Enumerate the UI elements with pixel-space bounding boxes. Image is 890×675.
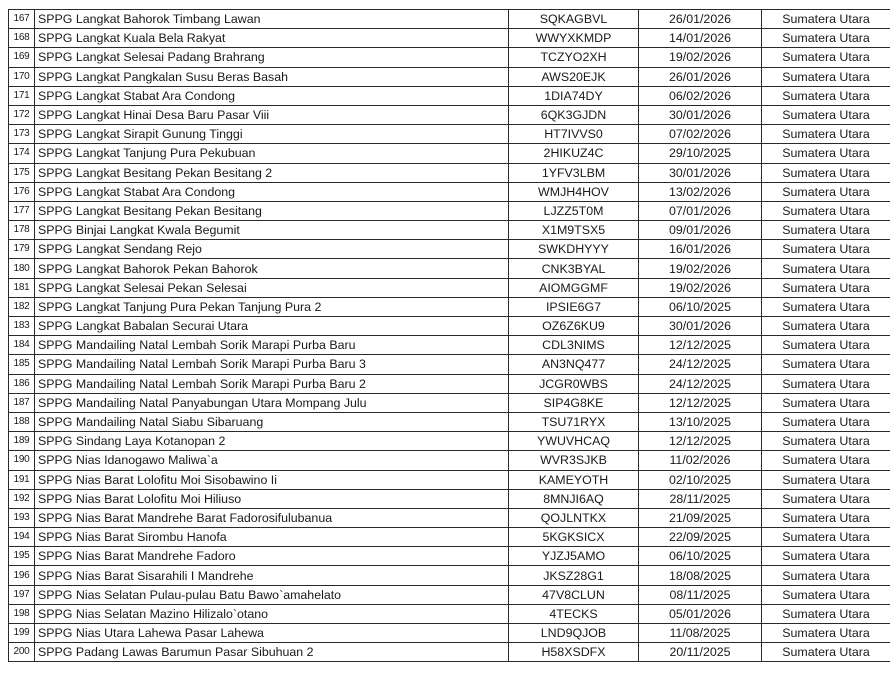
- province-cell: Sumatera Utara: [762, 393, 890, 412]
- sppg-name-cell: SPPG Langkat Tanjung Pura Pekan Tanjung Pura 2: [35, 297, 509, 316]
- row-number-cell: 195: [9, 547, 35, 566]
- province-cell: Sumatera Utara: [762, 29, 890, 48]
- sppg-date-cell: 26/01/2026: [639, 67, 762, 86]
- sppg-name-cell: SPPG Nias Barat Lolofitu Moi Sisobawino Ii: [35, 470, 509, 489]
- table-row: [9, 470, 890, 489]
- sppg-name-cell: SPPG Langkat Bahorok Timbang Lawan: [35, 10, 509, 29]
- row-number-cell: 180: [9, 259, 35, 278]
- row-number-cell: 177: [9, 201, 35, 220]
- sppg-code-cell: LJZZ5T0M: [509, 201, 639, 220]
- sppg-code-cell: 1DIA74DY: [509, 86, 639, 105]
- row-number-cell: 173: [9, 125, 35, 144]
- sppg-date-cell: 09/01/2026: [639, 221, 762, 240]
- table-row: [9, 144, 890, 163]
- sppg-name-cell: SPPG Nias Selatan Pulau-pulau Batu Bawo`amahelato: [35, 585, 509, 604]
- province-cell: Sumatera Utara: [762, 125, 890, 144]
- sppg-code-cell: HT7IVVS0: [509, 125, 639, 144]
- table-row: [9, 317, 890, 336]
- sppg-code-cell: AIOMGGMF: [509, 278, 639, 297]
- table-row: [9, 374, 890, 393]
- sppg-date-cell: 30/01/2026: [639, 163, 762, 182]
- row-number-cell: 199: [9, 624, 35, 643]
- sppg-name-cell: SPPG Mandailing Natal Lembah Sorik Marapi Purba Baru 3: [35, 355, 509, 374]
- table-row: [9, 240, 890, 259]
- province-cell: Sumatera Utara: [762, 508, 890, 527]
- sppg-date-cell: 13/02/2026: [639, 182, 762, 201]
- sppg-name-cell: SPPG Langkat Stabat Ara Condong: [35, 182, 509, 201]
- sppg-date-cell: 30/01/2026: [639, 317, 762, 336]
- sppg-date-cell: 14/01/2026: [639, 29, 762, 48]
- sppg-name-cell: SPPG Nias Barat Lolofitu Moi Hiliuso: [35, 489, 509, 508]
- sppg-code-cell: TSU71RYX: [509, 412, 639, 431]
- row-number-cell: 174: [9, 144, 35, 163]
- sppg-code-cell: WMJH4HOV: [509, 182, 639, 201]
- sppg-date-cell: 20/11/2025: [639, 643, 762, 662]
- table-row: [9, 163, 890, 182]
- table-row: [9, 624, 890, 643]
- province-cell: Sumatera Utara: [762, 240, 890, 259]
- sppg-code-cell: 47V8CLUN: [509, 585, 639, 604]
- row-number-cell: 187: [9, 393, 35, 412]
- sppg-name-cell: SPPG Langkat Selesai Pekan Selesai: [35, 278, 509, 297]
- sppg-table: [8, 9, 890, 662]
- sppg-name-cell: SPPG Nias Barat Sisarahili I Mandrehe: [35, 566, 509, 585]
- province-cell: Sumatera Utara: [762, 67, 890, 86]
- sppg-code-cell: SIP4G8KE: [509, 393, 639, 412]
- table-row: [9, 585, 890, 604]
- table-row: [9, 201, 890, 220]
- table-row: [9, 432, 890, 451]
- table-row: [9, 547, 890, 566]
- table-row: [9, 221, 890, 240]
- document-sheet: [8, 9, 884, 662]
- province-cell: Sumatera Utara: [762, 163, 890, 182]
- sppg-name-cell: SPPG Nias Selatan Mazino Hilizalo`otano: [35, 604, 509, 623]
- row-number-cell: 194: [9, 528, 35, 547]
- sppg-name-cell: SPPG Langkat Pangkalan Susu Beras Basah: [35, 67, 509, 86]
- province-cell: Sumatera Utara: [762, 259, 890, 278]
- province-cell: Sumatera Utara: [762, 336, 890, 355]
- sppg-code-cell: JKSZ28G1: [509, 566, 639, 585]
- row-number-cell: 198: [9, 604, 35, 623]
- sppg-name-cell: SPPG Langkat Sendang Rejo: [35, 240, 509, 259]
- sppg-date-cell: 19/02/2026: [639, 48, 762, 67]
- row-number-cell: 171: [9, 86, 35, 105]
- sppg-name-cell: SPPG Langkat Besitang Pekan Besitang 2: [35, 163, 509, 182]
- sppg-code-cell: LND9QJOB: [509, 624, 639, 643]
- row-number-cell: 175: [9, 163, 35, 182]
- row-number-cell: 182: [9, 297, 35, 316]
- sppg-date-cell: 06/02/2026: [639, 86, 762, 105]
- sppg-date-cell: 05/01/2026: [639, 604, 762, 623]
- sppg-date-cell: 12/12/2025: [639, 393, 762, 412]
- sppg-date-cell: 07/02/2026: [639, 125, 762, 144]
- province-cell: Sumatera Utara: [762, 317, 890, 336]
- sppg-date-cell: 06/10/2025: [639, 297, 762, 316]
- province-cell: Sumatera Utara: [762, 48, 890, 67]
- sppg-name-cell: SPPG Nias Idanogawo Maliwa`a: [35, 451, 509, 470]
- row-number-cell: 178: [9, 221, 35, 240]
- table-row: [9, 182, 890, 201]
- sppg-date-cell: 30/01/2026: [639, 105, 762, 124]
- sppg-date-cell: 13/10/2025: [639, 412, 762, 431]
- province-cell: Sumatera Utara: [762, 451, 890, 470]
- table-row: [9, 86, 890, 105]
- sppg-name-cell: SPPG Nias Barat Mandrehe Fadoro: [35, 547, 509, 566]
- table-body: [9, 10, 890, 662]
- sppg-date-cell: 07/01/2026: [639, 201, 762, 220]
- province-cell: Sumatera Utara: [762, 489, 890, 508]
- sppg-name-cell: SPPG Langkat Tanjung Pura Pekubuan: [35, 144, 509, 163]
- table-row: [9, 10, 890, 29]
- sppg-date-cell: 06/10/2025: [639, 547, 762, 566]
- sppg-name-cell: SPPG Langkat Stabat Ara Condong: [35, 86, 509, 105]
- row-number-cell: 191: [9, 470, 35, 489]
- sppg-name-cell: SPPG Nias Barat Sirombu Hanofa: [35, 528, 509, 547]
- sppg-code-cell: 5KGKSICX: [509, 528, 639, 547]
- province-cell: Sumatera Utara: [762, 566, 890, 585]
- sppg-code-cell: YWUVHCAQ: [509, 432, 639, 451]
- province-cell: Sumatera Utara: [762, 355, 890, 374]
- province-cell: Sumatera Utara: [762, 547, 890, 566]
- province-cell: Sumatera Utara: [762, 86, 890, 105]
- row-number-cell: 185: [9, 355, 35, 374]
- row-number-cell: 188: [9, 412, 35, 431]
- sppg-name-cell: SPPG Mandailing Natal Lembah Sorik Marapi Purba Baru: [35, 336, 509, 355]
- sppg-code-cell: AN3NQ477: [509, 355, 639, 374]
- sppg-name-cell: SPPG Langkat Sirapit Gunung Tinggi: [35, 125, 509, 144]
- sppg-code-cell: 6QK3GJDN: [509, 105, 639, 124]
- sppg-name-cell: SPPG Langkat Kuala Bela Rakyat: [35, 29, 509, 48]
- sppg-code-cell: 1YFV3LBM: [509, 163, 639, 182]
- sppg-date-cell: 12/12/2025: [639, 432, 762, 451]
- sppg-date-cell: 19/02/2026: [639, 278, 762, 297]
- province-cell: Sumatera Utara: [762, 528, 890, 547]
- table-row: [9, 604, 890, 623]
- sppg-name-cell: SPPG Langkat Selesai Padang Brahrang: [35, 48, 509, 67]
- row-number-cell: 184: [9, 336, 35, 355]
- sppg-name-cell: SPPG Sindang Laya Kotanopan 2: [35, 432, 509, 451]
- row-number-cell: 179: [9, 240, 35, 259]
- sppg-date-cell: 11/08/2025: [639, 624, 762, 643]
- sppg-name-cell: SPPG Mandailing Natal Lembah Sorik Marapi Purba Baru 2: [35, 374, 509, 393]
- sppg-code-cell: OZ6Z6KU9: [509, 317, 639, 336]
- sppg-name-cell: SPPG Langkat Hinai Desa Baru Pasar Viii: [35, 105, 509, 124]
- sppg-name-cell: SPPG Mandailing Natal Panyabungan Utara Mompang Julu: [35, 393, 509, 412]
- table-row: [9, 528, 890, 547]
- province-cell: Sumatera Utara: [762, 432, 890, 451]
- sppg-name-cell: SPPG Binjai Langkat Kwala Begumit: [35, 221, 509, 240]
- province-cell: Sumatera Utara: [762, 10, 890, 29]
- sppg-code-cell: WWYXKMDP: [509, 29, 639, 48]
- table-row: [9, 412, 890, 431]
- sppg-code-cell: JCGR0WBS: [509, 374, 639, 393]
- sppg-code-cell: QOJLNTKX: [509, 508, 639, 527]
- row-number-cell: 196: [9, 566, 35, 585]
- sppg-date-cell: 18/08/2025: [639, 566, 762, 585]
- sppg-name-cell: SPPG Padang Lawas Barumun Pasar Sibuhuan 2: [35, 643, 509, 662]
- row-number-cell: 176: [9, 182, 35, 201]
- table-row: [9, 125, 890, 144]
- sppg-code-cell: 8MNJI6AQ: [509, 489, 639, 508]
- sppg-date-cell: 28/11/2025: [639, 489, 762, 508]
- province-cell: Sumatera Utara: [762, 374, 890, 393]
- row-number-cell: 200: [9, 643, 35, 662]
- row-number-cell: 193: [9, 508, 35, 527]
- sppg-date-cell: 16/01/2026: [639, 240, 762, 259]
- sppg-code-cell: SQKAGBVL: [509, 10, 639, 29]
- row-number-cell: 167: [9, 10, 35, 29]
- province-cell: Sumatera Utara: [762, 604, 890, 623]
- province-cell: Sumatera Utara: [762, 201, 890, 220]
- row-number-cell: 172: [9, 105, 35, 124]
- row-number-cell: 192: [9, 489, 35, 508]
- sppg-name-cell: SPPG Nias Barat Mandrehe Barat Fadorosifulubanua: [35, 508, 509, 527]
- province-cell: Sumatera Utara: [762, 470, 890, 489]
- sppg-code-cell: WVR3SJKB: [509, 451, 639, 470]
- table-row: [9, 278, 890, 297]
- row-number-cell: 186: [9, 374, 35, 393]
- sppg-date-cell: 26/01/2026: [639, 10, 762, 29]
- sppg-code-cell: H58XSDFX: [509, 643, 639, 662]
- sppg-name-cell: SPPG Langkat Besitang Pekan Besitang: [35, 201, 509, 220]
- province-cell: Sumatera Utara: [762, 297, 890, 316]
- sppg-code-cell: AWS20EJK: [509, 67, 639, 86]
- sppg-code-cell: CNK3BYAL: [509, 259, 639, 278]
- table-row: [9, 48, 890, 67]
- row-number-cell: 181: [9, 278, 35, 297]
- table-row: [9, 393, 890, 412]
- table-row: [9, 566, 890, 585]
- sppg-name-cell: SPPG Nias Utara Lahewa Pasar Lahewa: [35, 624, 509, 643]
- sppg-date-cell: 19/02/2026: [639, 259, 762, 278]
- province-cell: Sumatera Utara: [762, 278, 890, 297]
- sppg-code-cell: TCZYO2XH: [509, 48, 639, 67]
- sppg-date-cell: 08/11/2025: [639, 585, 762, 604]
- sppg-code-cell: KAMEYOTH: [509, 470, 639, 489]
- row-number-cell: 197: [9, 585, 35, 604]
- row-number-cell: 183: [9, 317, 35, 336]
- sppg-code-cell: YJZJ5AMO: [509, 547, 639, 566]
- sppg-name-cell: SPPG Langkat Babalan Securai Utara: [35, 317, 509, 336]
- row-number-cell: 190: [9, 451, 35, 470]
- sppg-name-cell: SPPG Langkat Bahorok Pekan Bahorok: [35, 259, 509, 278]
- table-row: [9, 259, 890, 278]
- table-row: [9, 508, 890, 527]
- sppg-code-cell: X1M9TSX5: [509, 221, 639, 240]
- table-row: [9, 105, 890, 124]
- table-row: [9, 489, 890, 508]
- table-row: [9, 297, 890, 316]
- sppg-date-cell: 24/12/2025: [639, 374, 762, 393]
- sppg-date-cell: 02/10/2025: [639, 470, 762, 489]
- row-number-cell: 169: [9, 48, 35, 67]
- table-row: [9, 67, 890, 86]
- sppg-date-cell: 12/12/2025: [639, 336, 762, 355]
- row-number-cell: 170: [9, 67, 35, 86]
- table-row: [9, 355, 890, 374]
- table-row: [9, 451, 890, 470]
- sppg-name-cell: SPPG Mandailing Natal Siabu Sibaruang: [35, 412, 509, 431]
- table-row: [9, 643, 890, 662]
- sppg-date-cell: 24/12/2025: [639, 355, 762, 374]
- sppg-code-cell: IPSIE6G7: [509, 297, 639, 316]
- province-cell: Sumatera Utara: [762, 643, 890, 662]
- sppg-code-cell: CDL3NIMS: [509, 336, 639, 355]
- sppg-code-cell: SWKDHYYY: [509, 240, 639, 259]
- province-cell: Sumatera Utara: [762, 144, 890, 163]
- sppg-date-cell: 21/09/2025: [639, 508, 762, 527]
- row-number-cell: 168: [9, 29, 35, 48]
- sppg-code-cell: 2HIKUZ4C: [509, 144, 639, 163]
- province-cell: Sumatera Utara: [762, 585, 890, 604]
- table-row: [9, 29, 890, 48]
- province-cell: Sumatera Utara: [762, 412, 890, 431]
- province-cell: Sumatera Utara: [762, 624, 890, 643]
- row-number-cell: 189: [9, 432, 35, 451]
- province-cell: Sumatera Utara: [762, 221, 890, 240]
- province-cell: Sumatera Utara: [762, 182, 890, 201]
- sppg-date-cell: 29/10/2025: [639, 144, 762, 163]
- table-row: [9, 336, 890, 355]
- sppg-code-cell: 4TECKS: [509, 604, 639, 623]
- province-cell: Sumatera Utara: [762, 105, 890, 124]
- sppg-date-cell: 11/02/2026: [639, 451, 762, 470]
- sppg-date-cell: 22/09/2025: [639, 528, 762, 547]
